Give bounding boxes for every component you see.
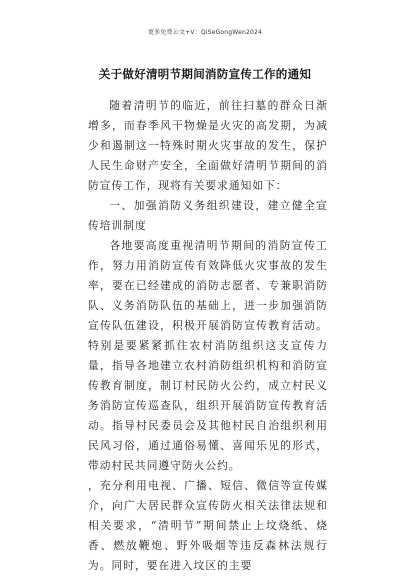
continuation-paragraph: ，充分利用电视、广播、短信、微信等宣传媒介，向广大居民群众宣传防火相关法律法规和相关要求，“清明节”期间禁止上坟烧纸、烧香、燃放鞭炮、野外吸烟等违反森林法规行为。同时，要在进入坟区的主要 — [88, 479, 328, 572]
header-note: 更多免费公文+V：QiSeGongWen2024 — [147, 29, 263, 36]
intro-paragraph: 随着清明节的临近，前往扫墓的群众日渐增多，而春季风干物燥是火灾的高发期，为减少和遏制这一特殊时期火灾事故的发生，保护人民生命财产安全，全面做好清明节期间的消防宣传工作，现将有关要求通知如下： — [88, 99, 328, 192]
section-paragraph-1: 各地要高度重视清明节期间的消防宣传工作，努力用消防宣传有效降低火灾事故的发生率，要在已经建成的消防志愿者、专兼职消防队、义务消防队伍的基础上，进一步加强消防宣传队伍建设，积极开展消防宣传教育活动。特别是要紧紧抓住农村消防组织这支宣传力量，指导各地建立农村消防组织机构和消防宣传教育制度，制订村民防火公约，成立村民义务消防宣传巡查队，组织开展消防宣传教育活动。指导村民委员会及其他村民自治组织利用民风习俗，通过通俗易懂、喜闻乐见的形式，带动村民共同遵守防火公约。 — [88, 239, 328, 472]
document-title: 关于做好清明节期间消防宣传工作的通知 — [98, 67, 312, 81]
document-body — [88, 96, 328, 576]
section-heading-1: 一、加强消防义务组织建设，建立健全宣传培训制度 — [88, 199, 328, 232]
